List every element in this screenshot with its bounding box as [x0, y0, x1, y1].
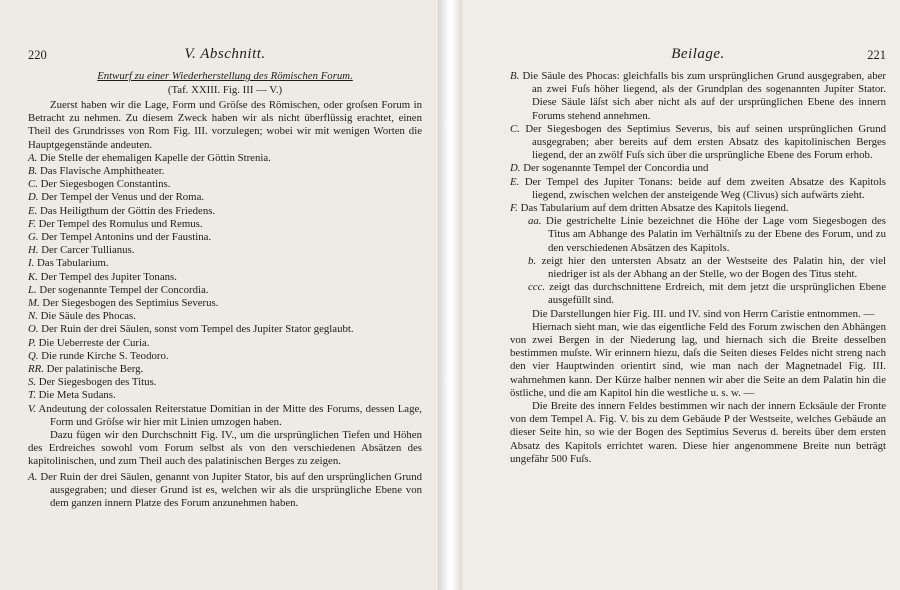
right-subitem-letter: aa.: [528, 215, 542, 228]
legend-item-letter: H.: [28, 244, 39, 257]
breite-paragraph: Die Breite des innern Feldes bestimmen wir nach der innern Ecksäule der Fronte von dem Tempel A. Fig. V. bis zu dem Gebäude P der Westseite, welches Gebäude an dieser Seite hin, so wie der Bogen des Septimius Severus d. bereits über dem ersten Absatz des Kapitols errichtet waren. Diese hier angenommene Breite nun beträgt ungefähr 500 Fuſs.: [510, 400, 886, 465]
right-subitem-letter: b.: [528, 254, 537, 267]
legend-list: [28, 152, 422, 429]
right-item-letter: D.: [510, 162, 521, 175]
legend-item-text: Die Säule des Phocas.: [37, 310, 136, 323]
right-subitem: [510, 281, 886, 307]
right-item-text: Der Tempel des Jupiter Tonans: beide auf dem zweiten Absatze des Kapitols liegend, zwischen welchen der ansteigende Weg (Clivus) sich aufwärts zieht.: [519, 175, 886, 201]
legend-item-text: Die Stelle der ehemaligen Kapelle der Göttin Strenia.: [37, 151, 271, 164]
right-subitems-list: [510, 215, 886, 307]
right-item-letter: C.: [510, 122, 520, 135]
legend-item-text: Das Tabularium.: [34, 257, 109, 270]
book-gutter: [438, 0, 462, 590]
legend-item-letter: I.: [28, 257, 35, 270]
right-item-letter: B.: [510, 70, 520, 82]
legend-item-text: Das Flavische Amphitheater.: [37, 165, 165, 178]
legend-item-letter: M.: [28, 297, 40, 310]
right-item-text: Die Säule des Phocas: gleichfalls bis zum ursprünglichen Grund ausgegraben, aber an zwei Fuſs höher liegend, als der Grundplan des sogenannten Jupiter Stator. Diese Säule läſst sich aber nicht als auf der ursprünglichen Ebene des innern Forums stehend annehmen.: [519, 70, 886, 122]
legend-item-text: Der Siegesbogen des Titus.: [36, 376, 157, 389]
legend-item: [28, 218, 422, 231]
legend-item: [28, 271, 422, 284]
right-item: [510, 176, 886, 202]
legend-item-letter: P.: [28, 336, 36, 349]
legend-item-text: Der Siegesbogen des Septimius Severus.: [39, 297, 219, 310]
right-item: [510, 70, 886, 123]
legend-item-text: Der palatinische Berg.: [43, 363, 144, 376]
legend-item-letter: D.: [28, 191, 39, 204]
intro-paragraph: Zuerst haben wir die Lage, Form und Gröſse des Römischen, oder groſsen Forum in Betracht zu nehmen. Zu diesem Zweck haben wir als nicht überflüssig erachtet, einen Theil des Grundrisses von Rom Fig. III. vorzulegen; wobei wir mit wenigen Worten die Hauptgegenstände andeuten.: [28, 99, 422, 151]
left-header: [28, 46, 422, 66]
legend-item-letter: N.: [28, 310, 38, 323]
right-item-letter: E.: [510, 175, 520, 188]
legend-item-letter: F.: [28, 217, 36, 230]
legend-item-letter: RR.: [28, 363, 44, 376]
left-page-number: 220: [28, 48, 47, 62]
legend-item-text: Der Tempel des Jupiter Tonans.: [37, 270, 177, 283]
caristie-paragraph: Die Darstellungen hier Fig. III. und IV. sind von Herrn Caristie entnommen. —: [532, 307, 875, 320]
right-subitem: [510, 255, 886, 281]
legend-item: [28, 231, 422, 244]
legend-item-letter: Q.: [28, 349, 39, 362]
legend-item: [28, 205, 422, 218]
right-item: [510, 123, 886, 163]
legend-item: [28, 337, 422, 350]
legend-item: [28, 244, 422, 257]
legend-item: [28, 152, 422, 165]
left-running-title: V. Abschnitt.: [184, 46, 266, 62]
legend-item-letter: K.: [28, 270, 38, 283]
legend-item: [28, 284, 422, 297]
legend-item-letter: A.: [28, 151, 38, 164]
hiernach-paragraph: Hiernach sieht man, wie das eigentliche Feld des Forum zwischen den Abhängen von zwei Bergen in der Niederung lag, und hiernach sich die Breite desselben bestimmen muſste. Wir erinnern hiezu, daſs die Seiten dieses Feldes nicht streng nach den vier Hauptwinden orientirt sind, wie man nach der Magnetnadel Fig. III. wahrnehmen kann. Der Kürze halber nennen wir aber die Seite an dem Palatin hin die östliche, und die am Kapitol hin die westliche u. s. w. —: [510, 320, 886, 399]
right-item-text: Das Tabularium auf dem dritten Absatze des Kapitols liegend.: [517, 202, 789, 215]
legend-item: [28, 191, 422, 204]
legend-item: [28, 363, 422, 376]
legend-item-text: Der Tempel des Romulus und Remus.: [35, 217, 203, 230]
left-page: [0, 0, 438, 590]
legend-item-letter: L.: [28, 283, 37, 296]
legend-item-text: Der Tempel der Venus und der Roma.: [38, 191, 205, 204]
right-running-title: Beilage.: [671, 46, 725, 62]
right-page: [462, 0, 900, 590]
right-item-text: Der Siegesbogen des Septimius Severus, bis auf seinen ursprünglichen Grund ausgegraben; aber bereits auf dem ersten Absatz des kapitolinischen Berges liegend, der an zwölf Fuſs sich über die ursprüngliche Ebene des Forum erhob.: [519, 122, 886, 162]
legend-item-text: Der Carcer Tullianus.: [38, 244, 135, 257]
right-items-list: [510, 70, 886, 215]
legend-item-letter: C.: [28, 178, 38, 191]
legend-item-letter: B.: [28, 165, 38, 178]
legend-item-letter: O.: [28, 323, 39, 336]
legend-item-text: Die Ueberreste der Curia.: [35, 336, 150, 349]
legend-item-text: Der Ruin der drei Säulen, sonst vom Tempel des Jupiter Stator geglaubt.: [38, 323, 354, 336]
legend-item-letter: T.: [28, 389, 36, 402]
legend-item-a: A. Der Ruin der drei Säulen, genannt von Jupiter Stator, bis auf den ursprünglichen Grund ausgegraben; und dieser Grund ist es, welchen wir als die ursprüngliche Ebene von dem ganzen innern Platze des Forum anzunehmen haben.: [28, 470, 423, 510]
right-subitem-text: Die gestrichelte Linie bezeichnet die Höhe der Lage vom Siegesbogen des Titus am Abhange des Palatin im Verhältniſs zu der Ebene des Forum, und zu den verschiedenen Absätzen des Kapitols.: [541, 215, 886, 254]
legend-item-letter: G.: [28, 231, 39, 244]
right-item: [510, 162, 886, 175]
legend-item: [28, 165, 422, 178]
right-subitem: [510, 215, 886, 255]
right-item-letter: F.: [510, 202, 518, 215]
legend-item-text: Der Tempel Antonins und der Faustina.: [38, 231, 212, 244]
section-subtitle: Entwurf zu einer Wiederherstellung des Römischen Forum.: [97, 70, 353, 82]
legend-item: [28, 323, 422, 336]
right-subitem-letter: ccc.: [528, 281, 546, 294]
legend-item: [28, 403, 422, 429]
legend-item: [28, 297, 422, 310]
legend-item: [28, 310, 422, 323]
section-paragraph-2: Dazu fügen wir den Durchschnitt Fig. IV., um die ursprünglichen Tiefen und Höhen des Erdreiches sowohl vom Forum selbst als von den verschiedenen Absätzen des kapitolinischen, und zum Theil auch des palatinischen Berges zu zeigen.: [28, 429, 422, 468]
right-item-text: Der sogenannte Tempel der Concordia und: [520, 162, 709, 175]
legend-item: [28, 178, 422, 191]
right-subitem-text: zeigt das durchschnittene Erdreich, mit dem jetzt die ursprünglichen Ebene ausgefüllt sind.: [545, 281, 886, 307]
legend-item-letter: S.: [28, 376, 37, 389]
right-subitem-text: zeigt hier den untersten Absatz an der Westseite des Palatin hin, der viel niedriger ist als der Abhang an der Stelle, wo der Bogen des Titus steht.: [536, 254, 886, 281]
right-item: [510, 202, 886, 215]
legend-item: [28, 257, 422, 270]
legend-item: [28, 389, 422, 402]
right-page-number: 221: [867, 48, 886, 62]
legend-item-letter: E.: [28, 204, 38, 217]
legend-item-text: Das Heiligthum der Göttin des Friedens.: [37, 204, 216, 217]
plate-reference: (Taf. XXIII. Fig. III — V.): [167, 84, 283, 96]
legend-item-text: Andeutung der colossalen Reiterstatue Domitian in der Mitte des Forums, dessen Lage, Form und Gröſse wir hier mit Linien umzogen haben.: [35, 402, 422, 428]
right-header: [510, 46, 886, 66]
legend-item: [28, 350, 422, 363]
legend-item-text: Die runde Kirche S. Teodoro.: [38, 349, 169, 362]
legend-item-text: Die Meta Sudans.: [35, 389, 116, 402]
legend-item-text: Der sogenannte Tempel der Concordia.: [36, 283, 209, 296]
legend-item-text: Der Siegesbogen Constantins.: [37, 178, 171, 191]
legend-item-letter: V.: [28, 402, 36, 415]
legend-item: [28, 376, 422, 389]
